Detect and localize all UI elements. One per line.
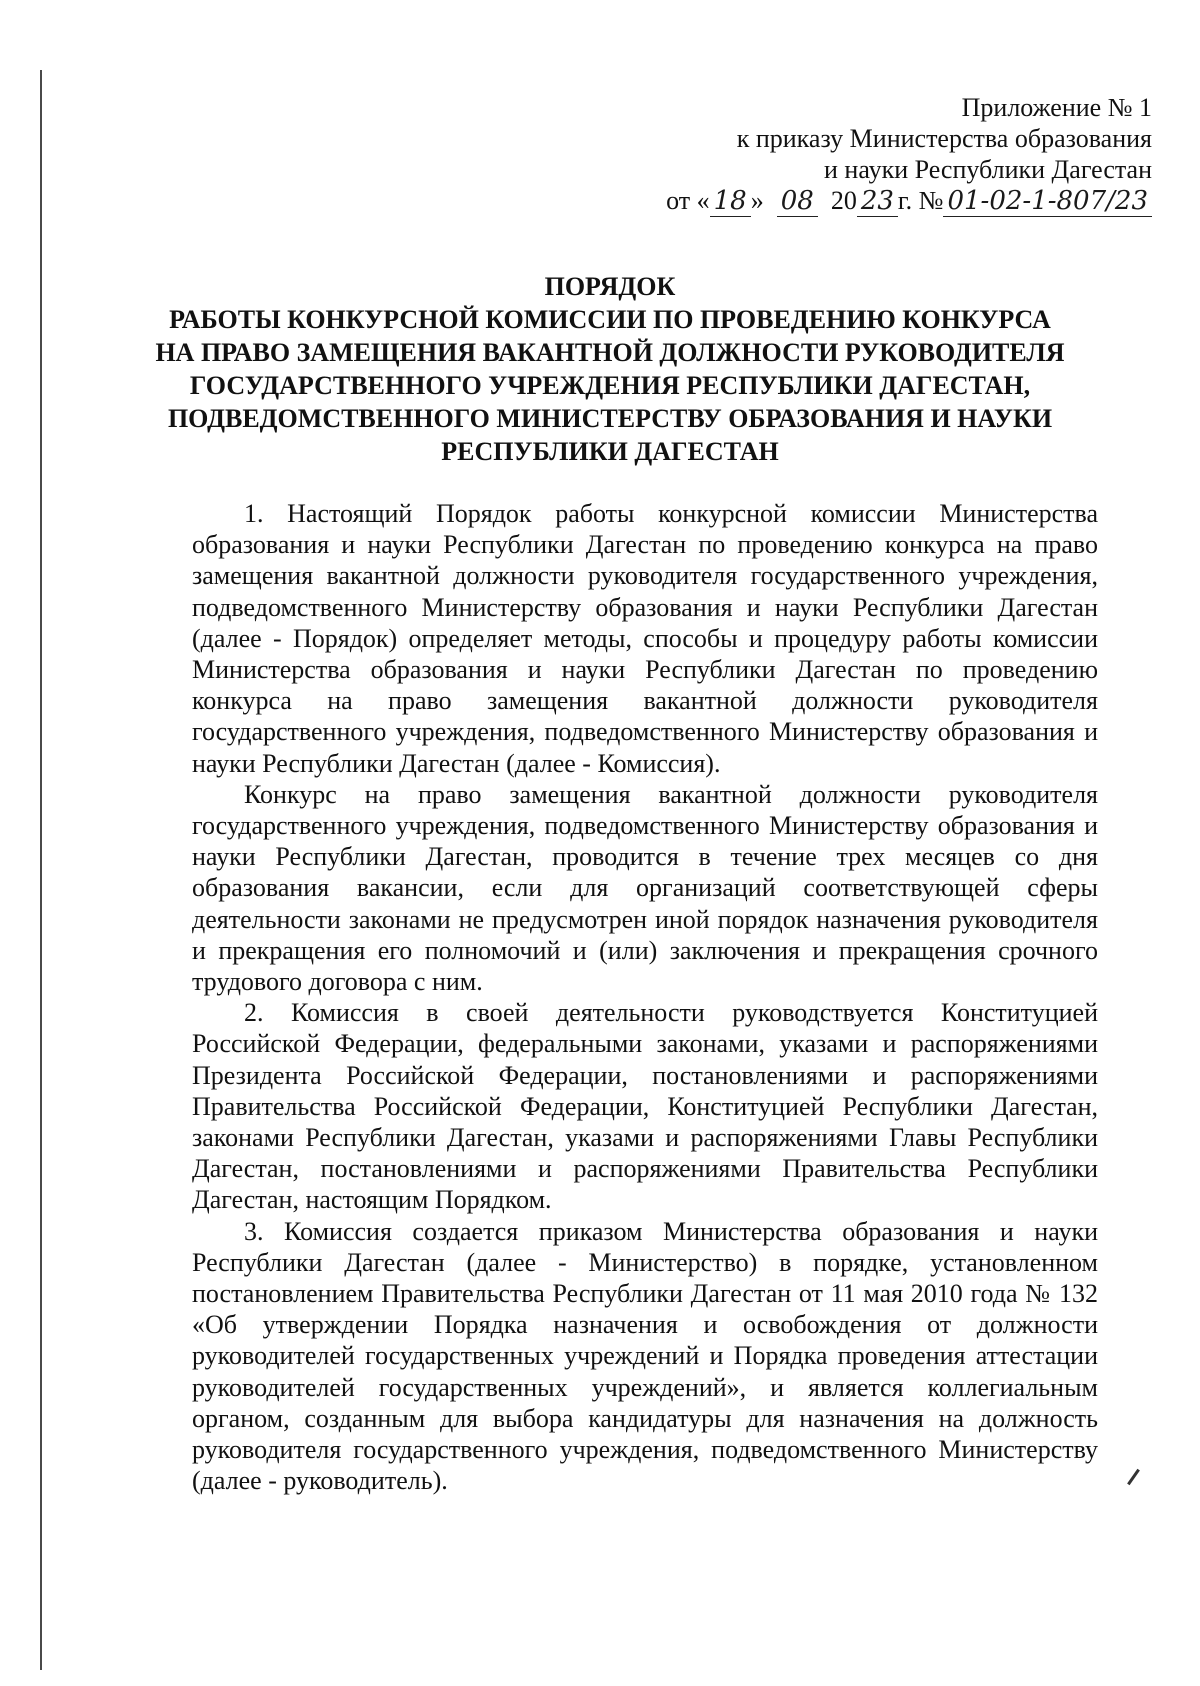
document-title <box>150 270 1070 468</box>
document-body <box>192 498 1098 1497</box>
handwritten-order-number: 01-02-1-807/23 <box>943 186 1152 217</box>
paragraph-2: Конкурс на право замещения вакантной должности руководителя государственного учреждения, подведомственного Министерству образования и науки Республики Дагестан, проводится в течение трех месяцев со дня образования вакансии, если для организаций соответствующей сферы деятельности законами не предусмотрен иной порядок назначения руководителя и прекращения его полномочий и (или) заключения и прекращения срочного трудового договора с ним. <box>192 779 1098 997</box>
appendix-ministry: и науки Республики Дагестан <box>824 155 1152 184</box>
number-prefix: г. № <box>897 186 944 215</box>
year-prefix: 20 <box>830 186 857 215</box>
title-line-4: ГОСУДАРСТВЕННОГО УЧРЕЖДЕНИЯ РЕСПУБЛИКИ ДАГЕСТАН, <box>189 371 1031 400</box>
date-prefix: от « <box>666 186 710 215</box>
handwritten-year: 23 <box>857 186 898 217</box>
title-line-1: ПОРЯДОК <box>544 272 676 301</box>
appendix-date-line <box>552 185 1152 217</box>
paragraph-3: 2. Комиссия в своей деятельности руководствуется Конституцией Российской Федерации, федеральными законами, указами и распоряжениями Президента Российской Федерации, постановлениями и распоряжениями Правительства Российской Федерации, Конституцией Республики Дагестан, законами Республики Дагестан, указами и распоряжениями Главы Республики Дагестан, постановлениями и распоряжениями Правительства Республики Дагестан, настоящим Порядком. <box>192 998 1098 1215</box>
title-line-3: НА ПРАВО ЗАМЕЩЕНИЯ ВАКАНТНОЙ ДОЛЖНОСТИ РУКОВОДИТЕЛЯ <box>155 338 1065 367</box>
date-sep: » <box>750 186 764 215</box>
title-line-2: РАБОТЫ КОНКУРСНОЙ КОМИССИИ ПО ПРОВЕДЕНИЮ КОНКУРСА <box>169 305 1051 334</box>
scan-edge-line <box>40 70 42 1670</box>
appendix-order-ref: к приказу Министерства образования <box>736 124 1152 153</box>
paragraph-4: 3. Комиссия создается приказом Министерства образования и науки Республики Дагестан (далее - Министерство) в порядке, установленном постановлением Правительства Республики Дагестан от 11 мая 2010 года № 132 «Об утверждении Порядка назначения и освобождения от должности руководителей государственных учреждений и Порядка проведения аттестации руководителей государственных учреждений», и является коллегиальным органом, созданным для выбора кандидатуры для назначения на должность руководителя государственного учреждения, подведомственного Министерству (далее - руководитель). <box>192 1216 1098 1496</box>
handwritten-day: 18 <box>710 186 751 217</box>
scan-mark <box>1127 1469 1140 1485</box>
handwritten-month: 08 <box>777 186 818 217</box>
title-line-5: ПОДВЕДОМСТВЕННОГО МИНИСТЕРСТВУ ОБРАЗОВАНИЯ И НАУКИ <box>167 404 1053 433</box>
appendix-number: Приложение № 1 <box>961 93 1152 122</box>
title-line-6: РЕСПУБЛИКИ ДАГЕСТАН <box>441 437 779 466</box>
appendix-header <box>552 92 1152 217</box>
paragraph-1: 1. Настоящий Порядок работы конкурсной комиссии Министерства образования и науки Республики Дагестан по проведению конкурса на право замещения вакантной должности руководителя государственного учреждения, подведомственного Министерству образования и науки Республики Дагестан (далее - Порядок) определяет методы, способы и процедуру работы комиссии Министерства образования и науки Республики Дагестан по проведению конкурса на право замещения вакантной должности руководителя государственного учреждения, подведомственного Министерству образования и науки Республики Дагестан (далее - Комиссия). <box>192 499 1098 778</box>
